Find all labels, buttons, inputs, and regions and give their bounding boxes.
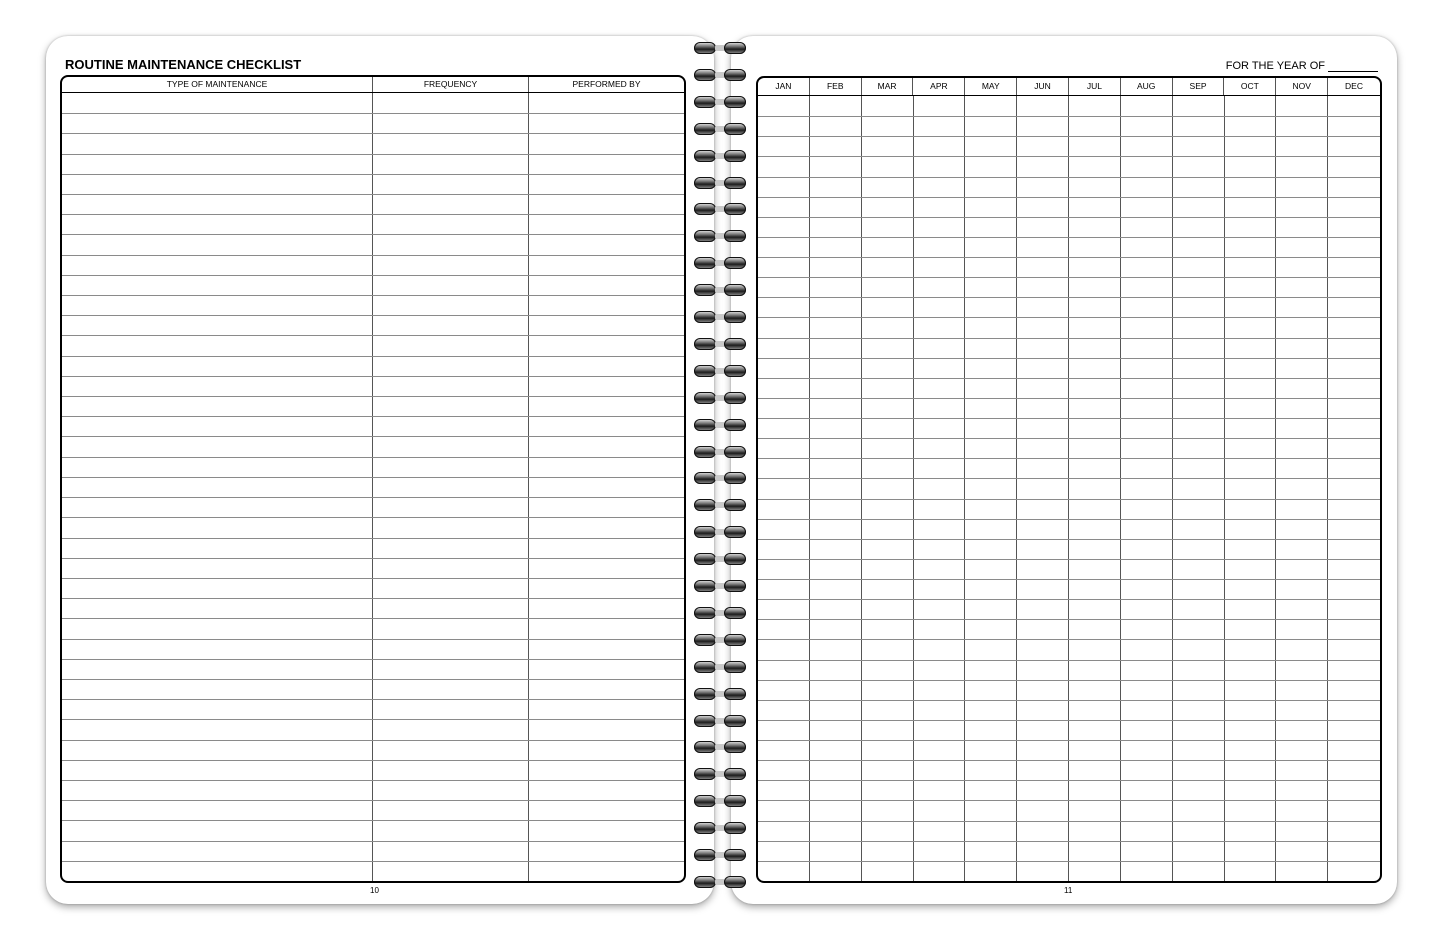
row-line	[758, 740, 1380, 741]
column-divider	[809, 96, 810, 881]
column-divider	[913, 96, 914, 881]
spiral-coil-icon	[694, 661, 746, 673]
row-line	[758, 660, 1380, 661]
row-line	[758, 257, 1380, 258]
row-line	[62, 113, 684, 114]
month-header: JUL	[1069, 78, 1121, 95]
row-line	[62, 719, 684, 720]
month-header: MAY	[965, 78, 1017, 95]
row-line	[62, 416, 684, 417]
column-divider	[861, 96, 862, 881]
row-line	[62, 295, 684, 296]
monthly-log-body[interactable]	[758, 96, 1380, 881]
row-line	[62, 639, 684, 640]
row-line	[758, 177, 1380, 178]
column-divider	[1016, 96, 1017, 881]
row-line	[758, 378, 1380, 379]
spiral-coil-icon	[694, 472, 746, 484]
column-divider	[964, 96, 965, 881]
row-line	[758, 499, 1380, 500]
row-line	[758, 297, 1380, 298]
row-line	[62, 315, 684, 316]
row-line	[62, 659, 684, 660]
row-line	[62, 861, 684, 862]
row-line	[758, 519, 1380, 520]
spiral-coil-icon	[694, 150, 746, 162]
column-divider	[1224, 96, 1225, 881]
spiral-coil-icon	[694, 822, 746, 834]
year-field	[1226, 60, 1378, 72]
row-line	[758, 478, 1380, 479]
row-line	[758, 821, 1380, 822]
spiral-coil-icon	[694, 526, 746, 538]
year-label: FOR THE YEAR OF	[1225, 60, 1325, 72]
month-header: DEC	[1345, 81, 1363, 91]
row-line	[758, 358, 1380, 359]
row-line	[758, 780, 1380, 781]
column-divider	[1068, 96, 1069, 881]
row-line	[62, 255, 684, 256]
row-line	[758, 197, 1380, 198]
row-line	[758, 841, 1380, 842]
row-line	[62, 760, 684, 761]
row-line	[62, 679, 684, 680]
row-line	[62, 356, 684, 357]
column-header: TYPE OF MAINTENANCE	[62, 77, 373, 92]
spiral-coil-icon	[694, 123, 746, 135]
row-line	[758, 579, 1380, 580]
month-header: NOV	[1276, 78, 1328, 95]
row-line	[758, 116, 1380, 117]
spiral-coil-icon	[694, 392, 746, 404]
month-header: AUG	[1121, 78, 1173, 95]
row-line	[758, 760, 1380, 761]
row-line	[62, 194, 684, 195]
row-line	[62, 598, 684, 599]
row-line	[62, 335, 684, 336]
row-line	[62, 517, 684, 518]
row-line	[62, 538, 684, 539]
row-line	[62, 558, 684, 559]
row-line	[62, 578, 684, 579]
spiral-coil-icon	[694, 580, 746, 592]
row-line	[758, 398, 1380, 399]
row-line	[758, 599, 1380, 600]
row-line	[62, 618, 684, 619]
month-header: OCT	[1224, 78, 1276, 95]
column-divider	[1120, 96, 1121, 881]
row-line	[758, 418, 1380, 419]
column-divider	[372, 93, 373, 881]
row-line	[758, 559, 1380, 560]
maintenance-table	[60, 75, 686, 883]
spiral-coil-icon	[694, 338, 746, 350]
spiral-coil-icon	[694, 311, 746, 323]
row-line	[758, 438, 1380, 439]
page-number-left: 10	[370, 886, 379, 895]
month-header: MAR	[862, 78, 914, 95]
row-line	[758, 720, 1380, 721]
column-header: PERFORMED BY	[572, 79, 641, 89]
spiral-coil-icon	[694, 876, 746, 888]
row-line	[62, 477, 684, 478]
row-line	[758, 277, 1380, 278]
spiral-coil-icon	[694, 849, 746, 861]
page-title: ROUTINE MAINTENANCE CHECKLIST	[65, 57, 302, 72]
column-header: FREQUENCY	[373, 77, 529, 92]
year-blank-line[interactable]	[1328, 61, 1378, 72]
spiral-coil-icon	[694, 69, 746, 81]
spiral-coil-icon	[694, 715, 746, 727]
row-line	[62, 780, 684, 781]
row-line	[62, 457, 684, 458]
row-line	[758, 861, 1380, 862]
row-line	[62, 436, 684, 437]
spiral-coil-icon	[694, 365, 746, 377]
spiral-coil-icon	[694, 203, 746, 215]
row-line	[62, 820, 684, 821]
spiral-coil-icon	[694, 499, 746, 511]
month-header: JAN	[758, 78, 810, 95]
row-line	[758, 136, 1380, 137]
row-line	[758, 317, 1380, 318]
row-line	[758, 700, 1380, 701]
maintenance-table-header	[62, 77, 684, 93]
row-line	[758, 458, 1380, 459]
spiral-coil-icon	[694, 96, 746, 108]
row-line	[758, 680, 1380, 681]
spiral-coil-icon	[694, 42, 746, 54]
row-line	[758, 156, 1380, 157]
spiral-coil-icon	[694, 177, 746, 189]
row-line	[62, 214, 684, 215]
column-divider	[1275, 96, 1276, 881]
row-line	[62, 154, 684, 155]
column-divider	[1172, 96, 1173, 881]
row-line	[62, 497, 684, 498]
spiral-coil-icon	[694, 553, 746, 565]
spiral-coil-icon	[694, 230, 746, 242]
row-line	[62, 133, 684, 134]
row-line	[62, 376, 684, 377]
row-line	[62, 800, 684, 801]
month-header: FEB	[810, 78, 862, 95]
month-header: SEP	[1173, 78, 1225, 95]
spiral-coil-icon	[694, 257, 746, 269]
column-divider	[1327, 96, 1328, 881]
spiral-coil-icon	[694, 419, 746, 431]
row-line	[758, 539, 1380, 540]
spiral-coil-icon	[694, 446, 746, 458]
row-line	[62, 841, 684, 842]
row-line	[62, 699, 684, 700]
spiral-coil-icon	[694, 768, 746, 780]
spiral-coil-icon	[694, 284, 746, 296]
spiral-coil-icon	[694, 607, 746, 619]
row-line	[62, 174, 684, 175]
row-line	[62, 740, 684, 741]
spiral-coil-icon	[694, 634, 746, 646]
row-line	[758, 217, 1380, 218]
month-header: APR	[913, 78, 965, 95]
row-line	[758, 237, 1380, 238]
row-line	[758, 619, 1380, 620]
monthly-log-table	[756, 76, 1382, 883]
month-header: JUN	[1017, 78, 1069, 95]
spiral-coil-icon	[694, 688, 746, 700]
row-line	[62, 275, 684, 276]
row-line	[758, 639, 1380, 640]
row-line	[62, 234, 684, 235]
row-line	[758, 338, 1380, 339]
row-line	[758, 800, 1380, 801]
column-divider	[528, 93, 529, 881]
page-number-right: 11	[1064, 886, 1073, 895]
row-line	[62, 396, 684, 397]
spiral-coil-icon	[694, 795, 746, 807]
spiral-binding	[690, 40, 752, 910]
monthly-log-header	[758, 78, 1380, 96]
spiral-coil-icon	[694, 741, 746, 753]
maintenance-table-body[interactable]	[62, 93, 684, 881]
